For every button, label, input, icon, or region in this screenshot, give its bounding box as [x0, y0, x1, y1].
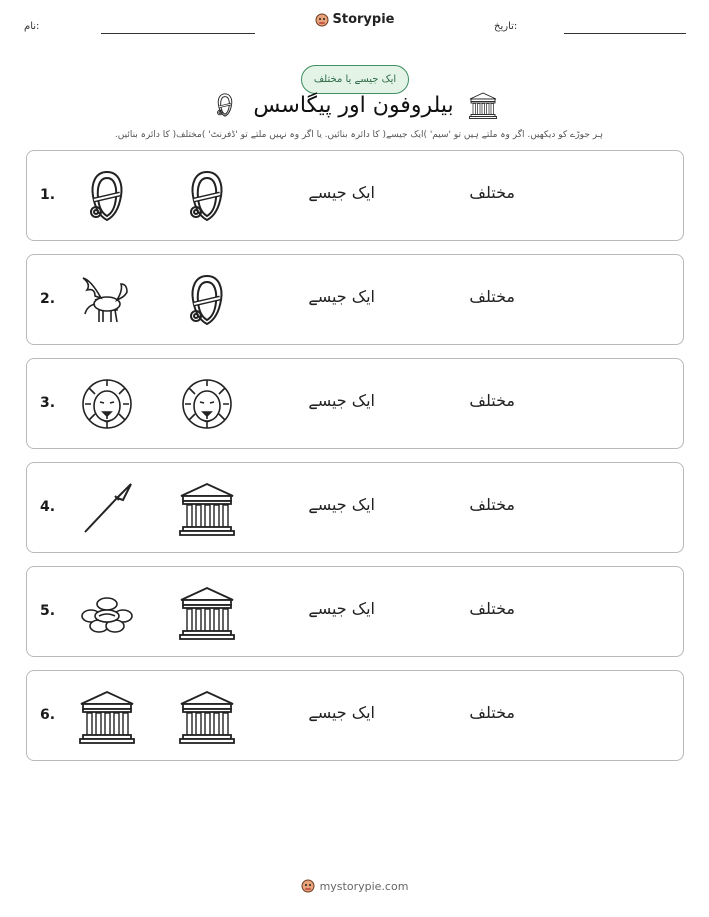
pair-row: [26, 566, 684, 657]
lion-icon: [177, 374, 237, 434]
title-row: [0, 90, 709, 120]
different-option[interactable]: مختلف: [469, 391, 515, 410]
right-picture: [177, 374, 237, 434]
pair-row: [26, 254, 684, 345]
row-number: 5.: [40, 603, 56, 619]
instructions: ہر جوڑے کو دیکھیں. اگر وہ ملتے ہیں تو 'سیم' )ایک جیسے( کا دائرہ بنائیں. یا اگر وہ نہیں ملتے تو 'ڈفرنٹ' )مختلف( کا دائرہ بنائیں.: [114, 130, 603, 140]
pair-row: [26, 150, 684, 241]
bridle-icon: [211, 91, 239, 119]
same-option[interactable]: ایک جیسے: [308, 391, 375, 410]
brand-logo: [0, 12, 709, 27]
mascot-icon: [301, 879, 315, 893]
left-picture: [77, 166, 137, 226]
right-picture: [177, 270, 237, 330]
same-option[interactable]: ایک جیسے: [308, 287, 375, 306]
right-picture: [177, 478, 237, 538]
row-number: 4.: [40, 499, 56, 515]
pair-row: [26, 670, 684, 761]
temple-icon: [177, 686, 237, 746]
pegasus-icon: [77, 270, 137, 330]
same-option[interactable]: ایک جیسے: [308, 703, 375, 722]
left-picture: [77, 374, 137, 434]
different-option[interactable]: مختلف: [469, 703, 515, 722]
same-option[interactable]: ایک جیسے: [308, 495, 375, 514]
different-option[interactable]: مختلف: [469, 599, 515, 618]
row-number: 2.: [40, 291, 56, 307]
pair-row: [26, 358, 684, 449]
bridle-icon: [177, 166, 237, 226]
right-picture: [177, 166, 237, 226]
page-title: بیلروفون اور پیگاسس: [253, 92, 454, 118]
lion-icon: [77, 374, 137, 434]
spring-icon: [77, 582, 137, 642]
different-option[interactable]: مختلف: [469, 495, 515, 514]
left-picture: [77, 582, 137, 642]
same-option[interactable]: ایک جیسے: [308, 183, 375, 202]
left-picture: [77, 686, 137, 746]
date-line[interactable]: [564, 33, 686, 34]
temple-icon: [177, 582, 237, 642]
temple-icon: [468, 90, 498, 120]
different-option[interactable]: مختلف: [469, 287, 515, 306]
left-picture: [77, 270, 137, 330]
bridle-icon: [77, 166, 137, 226]
name-line[interactable]: [101, 33, 255, 34]
right-picture: [177, 686, 237, 746]
temple-icon: [177, 478, 237, 538]
temple-icon: [77, 686, 137, 746]
brand-name: Storypie: [332, 12, 395, 27]
mascot-icon: [315, 13, 329, 27]
name-label: نام:: [24, 21, 40, 32]
date-label: تاریخ:: [494, 21, 518, 32]
right-picture: [177, 582, 237, 642]
same-option[interactable]: ایک جیسے: [308, 599, 375, 618]
left-picture: [77, 478, 137, 538]
different-option[interactable]: مختلف: [469, 183, 515, 202]
row-number: 1.: [40, 187, 56, 203]
topic-badge: ایک جیسے یا مختلف: [301, 65, 409, 94]
row-number: 6.: [40, 707, 56, 723]
row-number: 3.: [40, 395, 56, 411]
spear-icon: [77, 478, 137, 538]
footer-url: mystorypie.com: [319, 879, 409, 893]
bridle-icon: [177, 270, 237, 330]
footer: [0, 879, 709, 893]
pair-row: [26, 462, 684, 553]
